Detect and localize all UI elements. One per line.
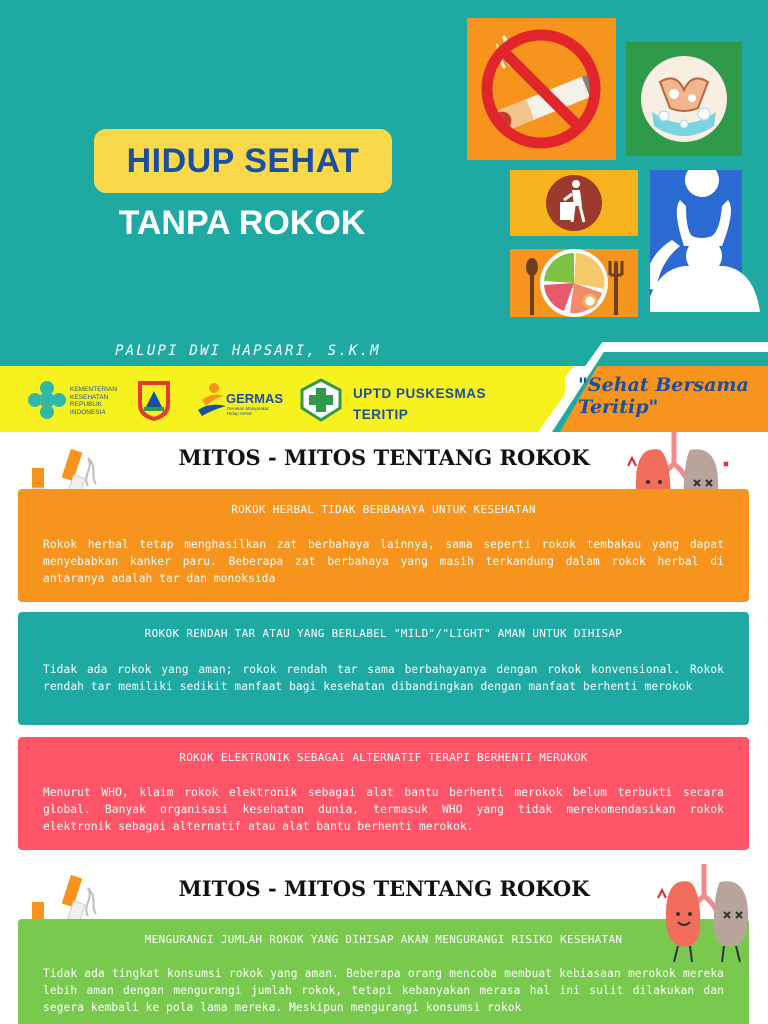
hand-washing-icon [626, 42, 742, 156]
puskesmas-logo-icon [300, 378, 342, 422]
card-body: Menurut WHO, klaim rokok elektronik sebagai alat bantu berhenti merokok belum terbukti secara global. Banyak organisasi kesehatan dunia, termasuk WHO yang tidak merekomendasikan rokok elektronik sebagai alternatif atau alat bantu berhenti merokok. [43, 786, 724, 833]
card-body: Rokok herbal tetap menghasilkan zat berbahaya lainnya, sama seperti rokok tembakau yang dapat menyebabkan kanker paru. Beberapa zat berbahaya yang masih terkandung dalam rokok herbal di antaranya adalah tar dan monoksida [43, 538, 724, 585]
card-body: Tidak ada tingkat konsumsi rokok yang aman. Beberapa orang mencoba membuat kebiasaan merokok mereka lebih aman dengan mengurangi jumlah rokok, tetapi kebanyakan merasa hal ini sulit dilakukan dan segera kembali ke pola lama mereka. Meskipun mengurangi konsumsi rokok [43, 967, 724, 1014]
card-heading: ROKOK RENDAH TAR ATAU YANG BERLABEL "MILD"/"LIGHT" AMAN UNTUK DIHISAP [144, 627, 623, 640]
card-body: Tidak ada rokok yang aman; rokok rendah tar sama berbahayanya dengan rokok konvensional. Rokok rendah tar memiliki sedikit manfaat bagi kesehatan dibandingkan dengan manfaat berhenti merokok [43, 663, 724, 693]
card-heading: MENGURANGI JUMLAH ROKOK YANG DIHISAP AKAN MENGURANGI RISIKO KESEHATAN [144, 933, 623, 946]
section-title-2: MITOS - MITOS TENTANG ROKOK [178, 876, 590, 901]
card-heading: ROKOK HERBAL TIDAK BERBAHAYA UNTUK KESEHATAN [231, 503, 536, 516]
header-banner [0, 0, 768, 366]
germas-sublabel: Gerakan Masyarakat Hidup Sehat [227, 406, 269, 416]
logo-bar [0, 366, 768, 432]
title-badge [94, 129, 392, 193]
hand-washing-tile [626, 42, 742, 156]
myth-card-low-tar [18, 612, 749, 725]
kemenkes-label: KEMENTERIAN KESEHATAN REPUBLIK INDONESIA [70, 386, 117, 416]
slogan-text: "Sehat Bersama Teritip" [578, 374, 749, 418]
trash-tile [510, 170, 638, 236]
card-heading: ROKOK ELEKTRONIK SEBAGAI ALTERNATIF TERAPI BERHENTI MEROKOK [179, 751, 588, 764]
kemenkes-logo-icon [27, 380, 67, 420]
page-subtitle: TANPA ROKOK [118, 204, 366, 242]
no-smoking-icon [467, 18, 616, 160]
sport-tile [650, 170, 742, 312]
page-title: HIDUP SEHAT [126, 141, 360, 180]
myth-card-herbal [18, 489, 749, 602]
balikpapan-emblem-icon [134, 377, 174, 423]
author-name: PALUPI DWI HAPSARI, S.K.M [115, 343, 381, 359]
trash-bin-icon [510, 170, 638, 236]
lungs-icon [650, 862, 768, 972]
myth-card-e-cigarette [18, 737, 749, 850]
germas-logo-icon [196, 380, 228, 416]
no-smoking-tile [467, 18, 616, 160]
section-title-1: MITOS - MITOS TENTANG ROKOK [178, 445, 590, 470]
volleyball-player-icon [650, 170, 768, 312]
puskesmas-label: UPTD PUSKESMAS TERITIP [353, 386, 487, 422]
myth-card-reduce-amount [18, 919, 749, 1024]
healthy-plate-icon [510, 249, 638, 317]
germas-label: GERMAS [226, 391, 284, 406]
food-tile [510, 249, 638, 317]
